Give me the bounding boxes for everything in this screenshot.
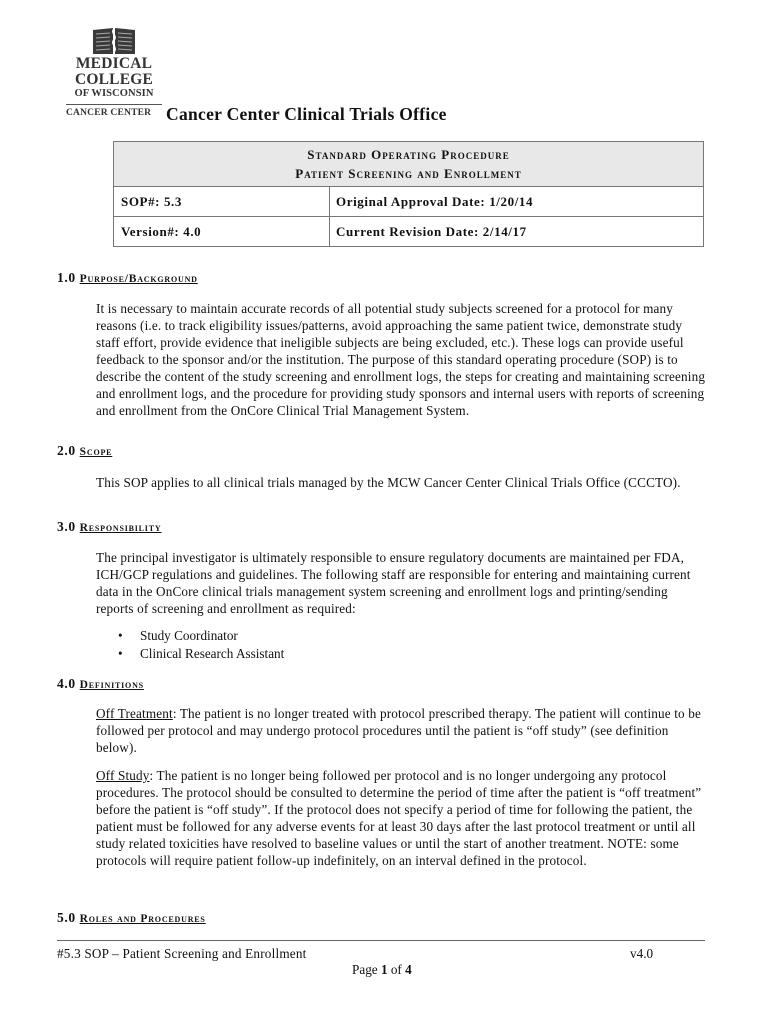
- section-heading-1: [57, 270, 198, 286]
- definition-term: Off Study: [96, 768, 150, 783]
- page-prefix: Page: [352, 962, 381, 977]
- definition-off-treatment: [96, 705, 708, 756]
- section-number: 5.0: [57, 910, 76, 925]
- page-mid: of: [387, 962, 406, 977]
- section-heading-3: [57, 519, 161, 535]
- section-title: Definitions: [79, 679, 144, 691]
- version-number: Version#: 4.0: [114, 217, 330, 246]
- sop-header-line2: Patient Screening and Enrollment: [295, 166, 522, 181]
- sop-table-row: [114, 187, 703, 216]
- office-title: Cancer Center Clinical Trials Office: [166, 104, 447, 124]
- section-number: 3.0: [57, 519, 76, 534]
- section-title: Scope: [79, 446, 113, 458]
- sop-table-row: [114, 216, 703, 246]
- logo-line-cancer-center: CANCER CENTER: [66, 108, 152, 118]
- section-body-scope: This SOP applies to all clinical trials managed by the MCW Cancer Center Clinical Trials Office (CCCTO).: [96, 475, 681, 490]
- mcw-logo: [66, 26, 162, 118]
- book-caduceus-icon: [91, 26, 137, 56]
- section-heading-5: [57, 910, 206, 926]
- section-number: 1.0: [57, 270, 76, 285]
- sop-table-header: [114, 142, 703, 187]
- section-title: Roles and Procedures: [79, 913, 206, 925]
- footer-version: v4.0: [630, 946, 654, 961]
- section-number: 2.0: [57, 443, 76, 458]
- section-heading-4: [57, 676, 144, 692]
- sop-header-line1: Standard Operating Procedure: [307, 147, 510, 162]
- footer-divider: [57, 940, 705, 941]
- list-item: • Clinical Research Assistant: [118, 645, 284, 663]
- logo-divider: [66, 104, 162, 105]
- definition-off-study: [96, 767, 708, 869]
- list-item: • Study Coordinator: [118, 627, 284, 645]
- section-heading-2: [57, 443, 112, 459]
- logo-line-of-wisconsin: OF WISCONSIN: [74, 88, 154, 99]
- logo-line-college: COLLEGE: [74, 71, 154, 88]
- definition-text: : The patient is no longer treated with protocol prescribed therapy. The patient will continue to be followed per protocol and may undergo protocol procedures until the patient is “off study” (see definition below).: [96, 706, 701, 755]
- sop-info-table: [113, 141, 704, 247]
- footer-page-number: [352, 962, 412, 978]
- section-body-responsibility: The principal investigator is ultimately responsible to ensure regulatory documents are maintained per FDA, ICH/GCP regulations and guidelines. The following staff are responsible for entering and maintaining current data in the OnCore clinical trials management system screening and enrollment logs and printing/sending reports of screening and enrollment as required:: [96, 550, 691, 616]
- current-revision-date: Current Revision Date: 2/14/17: [336, 224, 527, 239]
- sop-number: SOP#: 5.3: [114, 187, 330, 216]
- staff-list: [118, 627, 284, 663]
- section-title: Purpose/Background: [79, 273, 198, 285]
- original-approval-date: Original Approval Date: 1/20/14: [336, 194, 534, 209]
- logo-line-medical: MEDICAL: [75, 55, 153, 72]
- definition-text: : The patient is no longer being followed per protocol and is no longer undergoing any protocol procedures. The protocol should be consulted to determine the period of time after the patient is “off treatment” before the patient is “off study”. If the protocol does not specify a period of time for following the patient, the patient must be followed for any adverse events for at least 30 days after the last protocol treatment or until all study related toxicities have resolved to baseline values or until the start of another treatment. NOTE: some protocols will require patient follow-up indefinitely, on an interval defined in the protocol.: [96, 768, 702, 868]
- section-number: 4.0: [57, 676, 76, 691]
- footer-document-title: #5.3 SOP – Patient Screening and Enrollment: [57, 946, 307, 961]
- definition-term: Off Treatment: [96, 706, 173, 721]
- page-current: 1: [380, 962, 388, 977]
- page-total: 4: [405, 962, 412, 977]
- section-body-purpose: It is necessary to maintain accurate records of all potential study subjects screened for a protocol for many reasons (i.e. to track eligibility issues/patterns, avoid approaching the same patient twice, demonstrate study staff effort, provide evidence that ineligible subjects are being excluded, etc.). These logs can provide useful feedback to the sponsor and/or the institution. The purpose of this standard operating procedure (SOP) is to describe the content of the study screening and enrollment logs, the steps for creating and maintaining screening and enrollment logs, and the procedure for providing study sponsors and internal users with reports of screening and enrollment from the OnCore Clinical Trial Management System.: [96, 301, 706, 418]
- section-title: Responsibility: [79, 522, 162, 534]
